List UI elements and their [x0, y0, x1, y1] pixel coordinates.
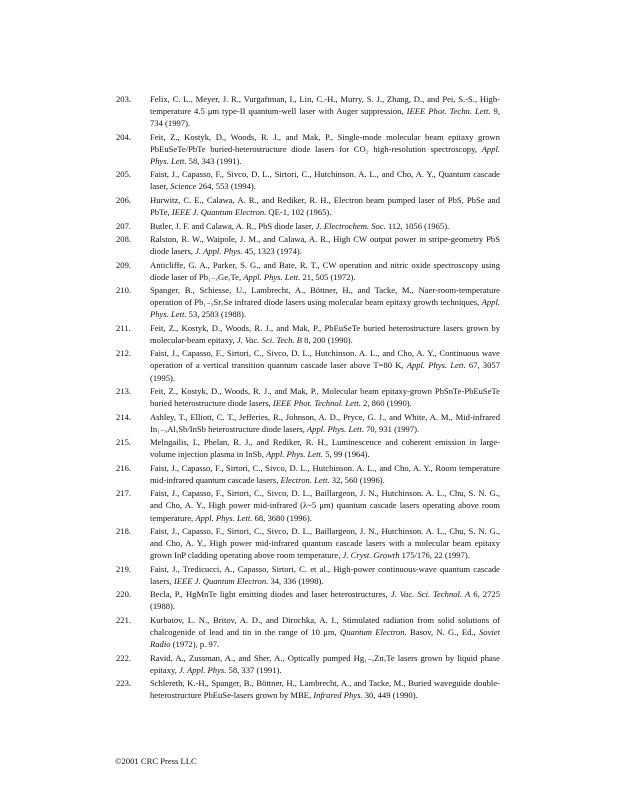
reference-item: [116, 411, 500, 435]
reference-number: 211.: [116, 322, 131, 333]
reference-segment: Spanger, B., Schiesse, U., Lambrecht, A., Böttner, H., and Tacke, M., Naer-room-temperature operation of Pb₁₋ₓSrₓSe infrared diode lasers using molecular beam epitaxy growth techniques,: [150, 285, 500, 308]
reference-item: [116, 385, 500, 409]
reference-segment: Feit, Z., Kostyk, D., Woods, R. J., and Mak, P., Molecular beam epitaxy-grown PbSnTe-PbEuSeTe buried heterostructure diode lasers,: [150, 386, 500, 409]
reference-item: [116, 168, 500, 192]
reference-text: [150, 322, 500, 346]
reference-segment: Faist, J., Capasso, F., Sirtori, C., Sivco, D. L., Baillargeon, J. N., Hutchinson. A. L., Chu, S. N. G., and Cho, A. Y., High power mid-infrared quantum cascade lasers with a molecular beam epitaxy grown InP cladding operating above room temperature,: [150, 526, 500, 561]
reference-segment: Basov, N. G., Ed.,: [406, 626, 479, 637]
reference-text: [150, 436, 500, 460]
reference-segment: 67, 3057 (1995).: [150, 360, 500, 383]
reference-item: [116, 347, 500, 383]
reference-number: 209.: [116, 259, 132, 270]
reference-number: 223.: [116, 678, 132, 689]
reference-journal: J. Appl. Phys.: [195, 246, 243, 257]
reference-number: 219.: [116, 563, 132, 574]
reference-segment: Faist, J., Tredicucci, A., Capasso, Sirtori, C. et al., High-power continuous-wave quantum cascade lasers,: [150, 563, 500, 586]
reference-segment: Faist, J., Capasso, F., Sirtori, C., Sivco, D. L., Hutchinson. A. L., and Cho, A. Y., Continuous wave operation of a vertical transition quantum cascade laser above T=80 K,: [150, 348, 500, 371]
reference-text: [150, 525, 500, 561]
reference-journal: Appl. Phys. Lett.: [266, 449, 324, 460]
reference-segment: Anticliffe, G. A., Parker, S. G., and Bate, R. T., CW operation and nitric oxide spectroscopy using diode laser of Pb₁₋ₓGeₓTe,: [150, 259, 500, 282]
reference-segment: 9, 734 (1997).: [150, 106, 500, 129]
reference-text: [150, 168, 500, 192]
reference-journal: Appl. Phys. Lett.: [150, 297, 500, 320]
reference-segment: 21, 505 (1972).: [300, 271, 356, 282]
reference-item: [116, 194, 500, 218]
reference-segment: Faist, J., Capasso, F., Sivco, D. L., Sirtori, C., Hutchinson. A. L., and Cho, A. Y., Quantum cascade laser,: [150, 169, 500, 192]
reference-number: 204.: [116, 131, 132, 142]
reference-item: [116, 259, 500, 283]
reference-number: 212.: [116, 348, 132, 359]
reference-journal: Appl. Phys. Lett.: [243, 271, 301, 282]
reference-segment: Faist, J., Capasso, F., Sirtori, C., Sivco, D. L., Baillargeon, J. N., Hutchinson. A. L., Chu, S. N. G., and Cho, A. Y., High power mid-infrared (λ~5 μm) quantum cascade lasers operating above room temperature,: [150, 488, 500, 523]
reference-journal: J. Vac. Sci. Technol. A: [390, 589, 471, 600]
reference-text: [150, 220, 500, 232]
reference-item: [116, 284, 500, 320]
reference-number: 214.: [116, 411, 132, 422]
reference-segment: 58, 343 (1991).: [186, 155, 242, 166]
reference-text: [150, 385, 500, 409]
reference-number: 208.: [116, 233, 132, 244]
reference-text: [150, 588, 500, 612]
reference-segment: 53, 2583 (1988).: [186, 309, 246, 320]
reference-item: [116, 525, 500, 561]
reference-journal: Soviet Radio: [150, 626, 500, 650]
reference-segment: 264, 553 (1994).: [196, 181, 256, 192]
reference-number: 215.: [116, 437, 132, 448]
reference-journal: Quantum Electron.: [340, 626, 407, 637]
reference-text: [150, 259, 500, 283]
reference-item: [116, 233, 500, 257]
reference-item: [116, 563, 500, 587]
reference-segment: 34, 336 (1998).: [268, 575, 324, 586]
reference-segment: Kurbatov, L. N., Britov, A. D., and Dirochka, A. I., Stimulated radiation from solid solutions of chalcogenide of lead and tin in the range of 10 μm,: [150, 614, 500, 637]
reference-text: [150, 487, 500, 523]
reference-segment: QE-1, 102 (1965).: [266, 207, 332, 218]
reference-segment: Schlereth, K.-H., Spanger, B., Böttner, H., Lambrecht, A., and Tacke, M., Buried waveguide double-heterostructure PbEuSe-lasers grown by MBE,: [150, 678, 500, 701]
reference-segment: 30, 449 (1990).: [362, 690, 418, 701]
reference-journal: IEEE J. Quantum Electron.: [173, 575, 269, 586]
reference-text: [150, 93, 500, 129]
reference-segment: Felix, C. L., Meyer, J. R., Vurgaftman, I., Lin, C.-H., Murry, S. J., Zhang, D., and Pei, S.-S., High-temperature 4.5 μm type-II quantum-well laser with Auger suppression,: [150, 94, 500, 117]
reference-segment: 32, 560 (1996).: [329, 474, 385, 485]
reference-number: 206.: [116, 194, 132, 205]
reference-list: [116, 93, 500, 703]
reference-journal: Appl. Phys. Lett.: [406, 360, 466, 371]
reference-item: [116, 436, 500, 460]
reference-journal: J. Appl. Phys.: [179, 664, 227, 675]
reference-journal: Appl. Phys. Lett.: [195, 512, 253, 523]
reference-item: [116, 588, 500, 612]
reference-segment: 175/176, 22 (1997).: [399, 550, 470, 561]
reference-journal: Appl. Phys. Lett.: [150, 143, 500, 166]
reference-segment: 5, 99 (1964).: [323, 449, 370, 460]
reference-journal: IEEE Phot. Techn. Lett.: [406, 106, 491, 117]
reference-item: [116, 487, 500, 523]
reference-text: [150, 194, 500, 218]
copyright-footer: ©2001 CRC Press LLC: [115, 756, 197, 766]
reference-number: 218.: [116, 526, 132, 537]
reference-segment: 112, 1056 (1965).: [385, 220, 450, 231]
reference-item: [116, 322, 500, 346]
reference-segment: (1972), p. 97.: [170, 639, 220, 650]
reference-number: 221.: [116, 614, 132, 625]
reference-segment: Becla, P., HgMnTe light emitting diodes and laser heterostructures,: [150, 589, 391, 600]
reference-journal: IEEE J. Quantum Electron.: [171, 207, 267, 218]
reference-journal: J. Cryst. Growth: [342, 550, 400, 561]
reference-text: [150, 347, 500, 383]
reference-text: [150, 677, 500, 701]
reference-item: [116, 652, 500, 676]
reference-number: 207.: [116, 220, 132, 231]
reference-segment: 2, 860 (1990).: [360, 398, 412, 409]
reference-number: 203.: [116, 94, 132, 104]
reference-text: [150, 462, 500, 486]
reference-number: 220.: [116, 589, 132, 600]
reference-segment: 6, 2725 (1988).: [150, 589, 500, 612]
reference-segment: 70, 931 (1997).: [363, 423, 420, 434]
reference-journal: Appl. Phys. Lett.: [306, 423, 364, 434]
reference-segment: 45, 1323 (1974).: [242, 246, 302, 257]
reference-segment: Feit, Z., Kostyk, D., Woods, R. J., and Mak, P., Single-mode molecular beam epitaxy grown PbEuSeTe/PbTe buried-heterostructure diode lasers for CO₂ high-resolution spectroscopy,: [150, 131, 500, 154]
reference-segment: 58, 337 (1991).: [226, 664, 282, 675]
reference-journal: J. Vac. Sci. Tech. B: [236, 334, 302, 345]
reference-journal: J. Electrochem. Soc.: [315, 220, 386, 231]
reference-journal: IEEE Phot. Technol. Lett.: [272, 398, 361, 409]
reference-item: [116, 220, 500, 232]
reference-journal: Electron. Lett.: [280, 474, 330, 485]
reference-segment: Melngailis, I., Phelan, R. J., and Rediker, R. H., Luminescence and coherent emission in large-volume injection plasma in InSb,: [150, 437, 500, 460]
reference-text: [150, 411, 500, 435]
reference-text: [150, 233, 500, 257]
reference-number: 213.: [116, 386, 132, 397]
reference-text: [150, 563, 500, 587]
reference-segment: Ravid, A., Zussman, A., and Sher, A., Optically pumped Hg₁₋ₓZnₓTe lasers grown by liquid phase epitaxy,: [150, 652, 500, 675]
reference-segment: Butler, J. F. and Calawa, A. R., PbS diode laser,: [150, 220, 316, 231]
reference-segment: Ashley, T., Elliott, C. T., Jefferies, R., Johnson, A. D., Pryce, G. J., and White, A. M., Mid-infrared In₁₋ₓAlₓSb/InSb heterostructure diode lasers,: [150, 411, 500, 434]
reference-item: [116, 677, 500, 701]
reference-segment: Hurwitz, C. E., Calawa, A. R., and Rediker, R. H., Electron beam pumped laser of PbS, PbSe and PbTe,: [150, 194, 500, 218]
reference-number: 217.: [116, 488, 132, 499]
reference-journal: Infrared Phys.: [313, 690, 363, 701]
reference-segment: Feit, Z., Kostyk, D., Woods, R. J., and Mak, P., PbEuSeTe buried heterostructure lasers grown by molecular-beam epitaxy,: [150, 322, 500, 345]
reference-number: 210.: [116, 285, 132, 296]
reference-text: [150, 652, 500, 676]
reference-segment: Ralston, R. W., Waipole, J. M., and Calawa, A. R., High CW output power in stripe-geometry PbS diode lasers,: [150, 233, 500, 257]
reference-text: [150, 131, 500, 167]
reference-journal: Science: [170, 181, 197, 192]
reference-text: [150, 614, 500, 650]
reference-number: 216.: [116, 462, 132, 473]
reference-number: 205.: [116, 169, 132, 180]
reference-segment: 68, 3680 (1996).: [252, 512, 312, 523]
reference-item: [116, 93, 500, 129]
reference-item: [116, 614, 500, 650]
reference-text: [150, 284, 500, 320]
reference-item: [116, 462, 500, 486]
reference-number: 222.: [116, 652, 132, 663]
reference-segment: Faist, J., Capasso, F., Sirtori, C., Sivco, D. L., Hutchinson. A. L., and Cho, A. Y., Room temperature mid-infrared quantum cascade lasers,: [150, 462, 500, 485]
reference-item: [116, 131, 500, 167]
reference-segment: 8, 200 (1990).: [301, 334, 353, 345]
